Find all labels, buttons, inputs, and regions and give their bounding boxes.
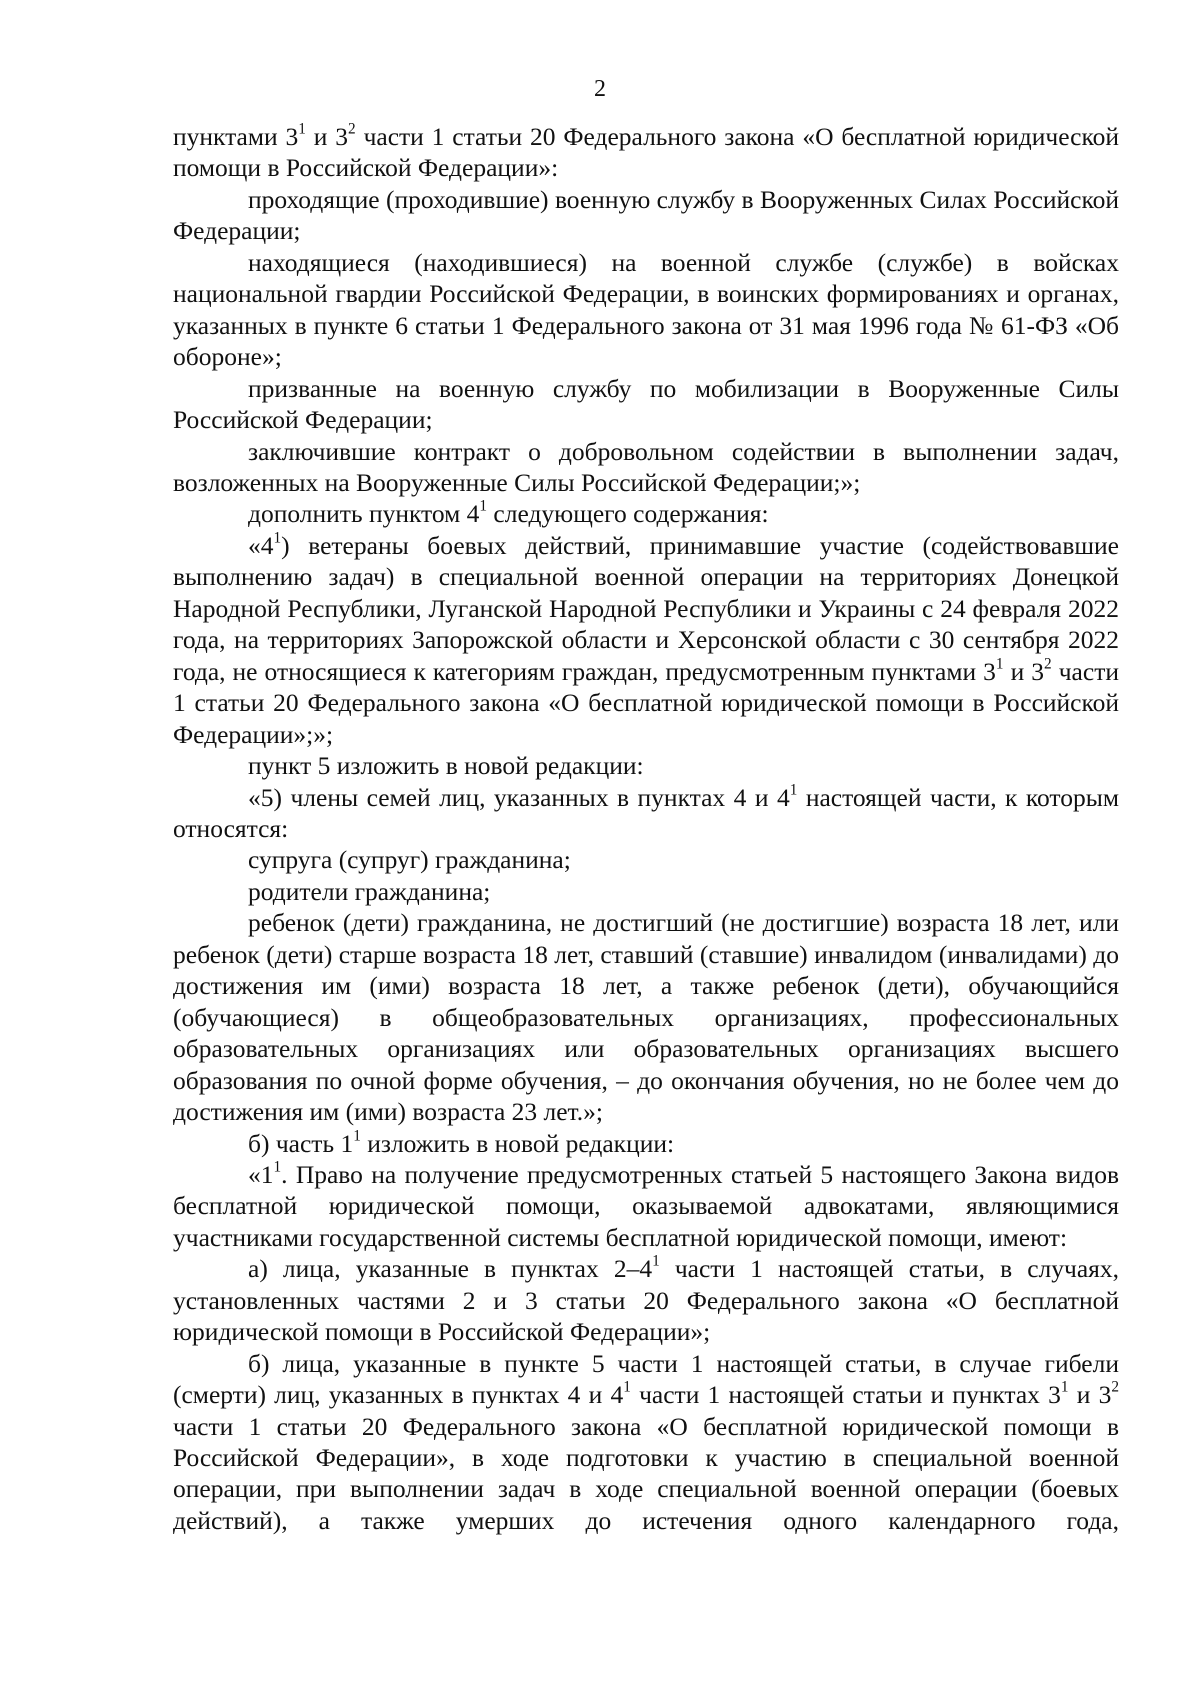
document-body (173, 120, 1126, 1536)
paragraph (173, 781, 1126, 845)
paragraph (173, 1252, 1126, 1347)
paragraph (173, 498, 1119, 529)
paragraph (173, 184, 1126, 247)
superscript: 1 (298, 120, 306, 138)
paragraph (173, 876, 1119, 907)
superscript: 1 (273, 529, 282, 547)
text-segment: родители гражданина; (248, 876, 491, 906)
text-segment: части 1 статьи 20 Федерального закона «О бесплатной юридической помощи в Российской Федерации», в ходе подготовки к участию в специальной военной операции, при выполнении задач в ходе специальной военной операции (боевых действий), а также умерших до истечения одного календарного года, (173, 1380, 1126, 1535)
text-segment: «1 (248, 1159, 274, 1189)
superscript: 2 (1044, 655, 1052, 673)
text-segment: изложить в новой редакции: (360, 1128, 675, 1158)
superscript: 1 (652, 1252, 660, 1270)
text-segment: дополнить пунктом 4 (248, 499, 480, 529)
text-segment: и 3 (305, 122, 349, 151)
text-segment: супруга (супруг) гражданина; (248, 845, 571, 875)
superscript: 2 (1111, 1378, 1119, 1396)
paragraph (173, 373, 1126, 436)
text-segment: призванные на военную службу по мобилизации в Вооруженные Силы Российской Федерации; (173, 373, 1126, 435)
paragraph (173, 436, 1126, 499)
page-number: 2 (594, 76, 606, 102)
superscript: 1 (273, 1158, 282, 1176)
text-segment: б) часть 1 (248, 1128, 354, 1158)
text-segment: заключившие контракт о добровольном содействии в выполнении задач, возложенных на Вооруженные Силы Российской Федерации;»; (173, 436, 1126, 497)
text-segment: части 1 статьи 20 Федерального закона «О бесплатной юридической помощи в Российской Федерации»: (173, 122, 1126, 183)
text-segment: . Право на получение предусмотренных статьей 5 настоящего Закона видов бесплатной юридической помощи, оказываемой адвокатами, являющимися участниками государственной системы бесплатной юридической помощи, имеют: (173, 1159, 1126, 1252)
text-segment: следующего содержания: (487, 499, 769, 529)
superscript: 1 (353, 1127, 361, 1145)
text-segment: части 1 настоящей статьи, в случаях, установленных частями 2 и 3 статьи 20 Федерального закона «О бесплатной юридической помощи в Российской Федерации»; (173, 1254, 1126, 1347)
text-segment: и 3 (1003, 656, 1045, 686)
text-segment: части 1 статьи 20 Федерального закона «О бесплатной юридической помощи в Российской Федерации»;»; (173, 656, 1126, 749)
superscript: 2 (348, 120, 356, 138)
paragraph (173, 1158, 1126, 1253)
paragraph (173, 247, 1126, 373)
text-segment: ) ветераны боевых действий, принимавшие участие (содействовавшие выполнению задач) в специальной военной операции на территориях Донецкой Народной Республики, Луганской Народной Республики и Украины с 24 февраля 2022 года, на территориях Запорожской области и Херсонской области с 30 сентября 2022 года, не относящиеся к категориям граждан, предусмотренным пунктами 3 (173, 530, 1126, 686)
text-segment: «5) члены семей лиц, указанных в пунктах 4 и 4 (248, 782, 790, 812)
text-segment: настоящей части, к которым относятся: (173, 782, 1126, 843)
paragraph (173, 844, 1119, 875)
text-segment: проходящие (проходившие) военную службу в Вооруженных Силах Российской Федерации; (173, 184, 1126, 246)
superscript: 1 (995, 655, 1004, 673)
text-segment: пунктами 3 (173, 122, 299, 151)
text-segment: ребенок (дети) гражданина, не достигший (не достигшие) возраста 18 лет, или ребенок (дети) старше возраста 18 лет, ставший (ставшие) инвалидом (инвалидами) до достижения им (ими) возраста 18 лет, а также ребенок (дети), обучающийся (обучающиеся) в общеобразовательных организациях, профессиональных образовательных организациях или образовательных организациях высшего образования по очной форме обучения, – до окончания обучения, но не более чем до достижения им (ими) возраста 23 лет.»; (173, 908, 1126, 1127)
superscript: 1 (623, 1378, 631, 1396)
paragraph (173, 907, 1126, 1127)
paragraph (173, 1348, 1126, 1537)
text-segment: б) лица, указанные в пункте 5 части 1 настоящей статьи, в случае гибели (смерти) лиц, указанных в пунктах 4 и 4 (173, 1348, 1126, 1410)
text-segment: пункт 5 изложить в новой редакции: (248, 751, 644, 781)
text-segment: «4 (248, 530, 274, 560)
paragraph (173, 750, 1119, 781)
text-segment: а) лица, указанные в пунктах 2–4 (248, 1254, 653, 1284)
paragraph (173, 120, 1126, 184)
superscript: 1 (789, 781, 798, 799)
text-segment: и 3 (1068, 1380, 1112, 1410)
superscript: 1 (479, 497, 488, 515)
superscript: 1 (1060, 1378, 1069, 1396)
paragraph (173, 1128, 1119, 1159)
text-segment: находящиеся (находившиеся) на военной службе (службе) в войсках национальной гвардии Российской Федерации, в воинских формированиях и органах, указанных в пункте 6 статьи 1 Федерального закона от 31 мая 1996 года № 61-ФЗ «Об обороне»; (173, 247, 1126, 372)
paragraph (173, 529, 1126, 750)
text-segment: части 1 настоящей статьи и пунктах 3 (630, 1380, 1061, 1410)
